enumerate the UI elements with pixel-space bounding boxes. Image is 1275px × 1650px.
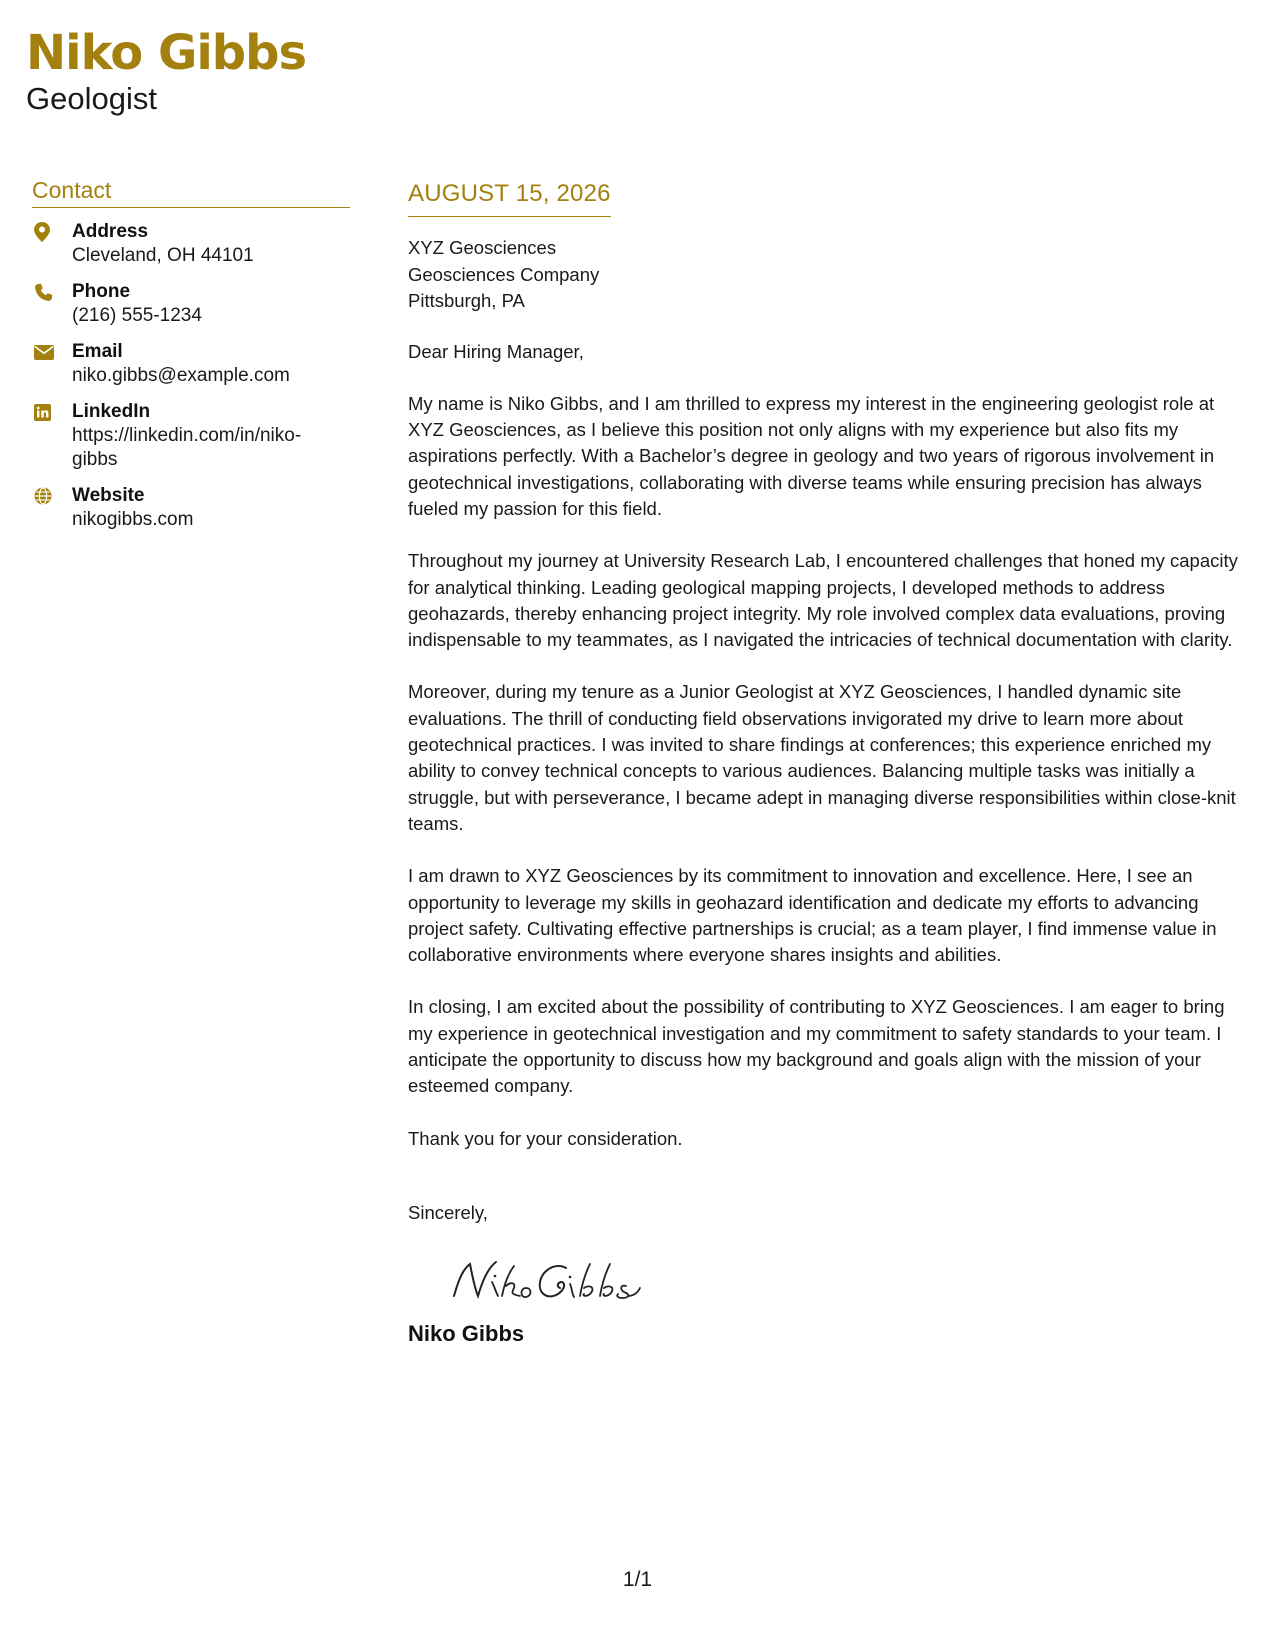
phone-value: (216) 555-1234 bbox=[72, 305, 202, 326]
applicant-name: Niko Gibbs bbox=[26, 25, 307, 81]
handwritten-signature bbox=[448, 1252, 1248, 1310]
contact-label: Website bbox=[72, 485, 145, 506]
phone-icon bbox=[32, 280, 72, 304]
linkedin-value[interactable]: https://linkedin.com/in/niko-gibbs bbox=[72, 425, 302, 470]
contact-phone bbox=[32, 280, 350, 328]
salutation: Dear Hiring Manager, bbox=[408, 340, 584, 362]
website-value[interactable]: nikogibbs.com bbox=[72, 509, 194, 530]
recipient-location: Pittsburgh, PA bbox=[408, 290, 525, 311]
map-pin-icon bbox=[32, 220, 72, 244]
contact-label: LinkedIn bbox=[72, 401, 151, 422]
contact-sidebar bbox=[32, 176, 350, 532]
letter-date: AUGUST 15, 2026 bbox=[408, 178, 611, 217]
email-value[interactable]: niko.gibbs@example.com bbox=[72, 365, 290, 386]
header bbox=[26, 22, 306, 116]
closing: Sincerely, bbox=[408, 1201, 488, 1223]
thank-you-line: Thank you for your consideration. bbox=[408, 1127, 683, 1149]
page-number: 1/1 bbox=[622, 1568, 653, 1591]
linkedin-icon bbox=[32, 400, 72, 424]
contact-email bbox=[32, 340, 350, 388]
body-paragraph: Moreover, during my tenure as a Junior Geologist at XYZ Geosciences, I handled dynamic site evaluations. The thrill of conducting field observations invigorated my drive to learn more about geotechnical practices. I was invited to share findings at conferences; this experience enriched my ability to convey technical concepts to various audiences. Balancing multiple tasks was initially a struggle, but with perseverance, I became adept in managing diverse responsibilities within close-knit teams. bbox=[408, 681, 1236, 834]
recipient-organization: Geosciences Company bbox=[408, 263, 600, 285]
address-value: Cleveland, OH 44101 bbox=[72, 245, 254, 266]
contact-heading: Contact bbox=[32, 176, 350, 208]
cover-letter bbox=[408, 178, 1248, 1348]
contact-address bbox=[32, 220, 350, 268]
body-paragraph: My name is Niko Gibbs, and I am thrilled to express my interest in the engineering geologist role at XYZ Geosciences, as I believe this position not only aligns with my experience but also fits my aspirations perfectly. With a Bachelor’s degree in geology and two years of rigorous involvement in geotechnical investigations, collaborating with diverse teams while ensuring precision has always fueled my passion for this field. bbox=[408, 392, 1215, 519]
signer-name: Niko Gibbs bbox=[408, 1321, 525, 1347]
envelope-icon bbox=[32, 340, 72, 364]
body-paragraph: In closing, I am excited about the possibility of contributing to XYZ Geosciences. I am eager to bring my experience in geotechnical investigation and my commitment to safety standards to your team. I anticipate the opportunity to discuss how my background and goals align with the mission of your esteemed company. bbox=[408, 996, 1225, 1097]
applicant-title: Geologist bbox=[26, 81, 157, 116]
recipient-block bbox=[408, 235, 1248, 315]
globe-icon bbox=[32, 484, 72, 508]
body-paragraph: Throughout my journey at University Research Lab, I encountered challenges that honed my capacity for analytical thinking. Leading geological mapping projects, I developed methods to address geohazards, thereby enhancing project integrity. My role involved complex data evaluations, proving indispensable to my teammates, as I navigated the intricacies of technical documentation with clarity. bbox=[408, 550, 1238, 651]
contact-label: Email bbox=[72, 341, 123, 362]
contact-label: Address bbox=[72, 221, 149, 242]
body-paragraph: I am drawn to XYZ Geosciences by its commitment to innovation and excellence. Here, I see an opportunity to leverage my skills in geohazard identification and dedicate my efforts to advancing project safety. Cultivating effective partnerships is crucial; as a team player, I find immense value in collaborative environments where everyone shares insights and abilities. bbox=[408, 865, 1217, 966]
recipient-company: XYZ Geosciences bbox=[408, 237, 557, 258]
contact-linkedin bbox=[32, 400, 350, 472]
contact-website bbox=[32, 484, 350, 532]
contact-label: Phone bbox=[72, 281, 131, 302]
